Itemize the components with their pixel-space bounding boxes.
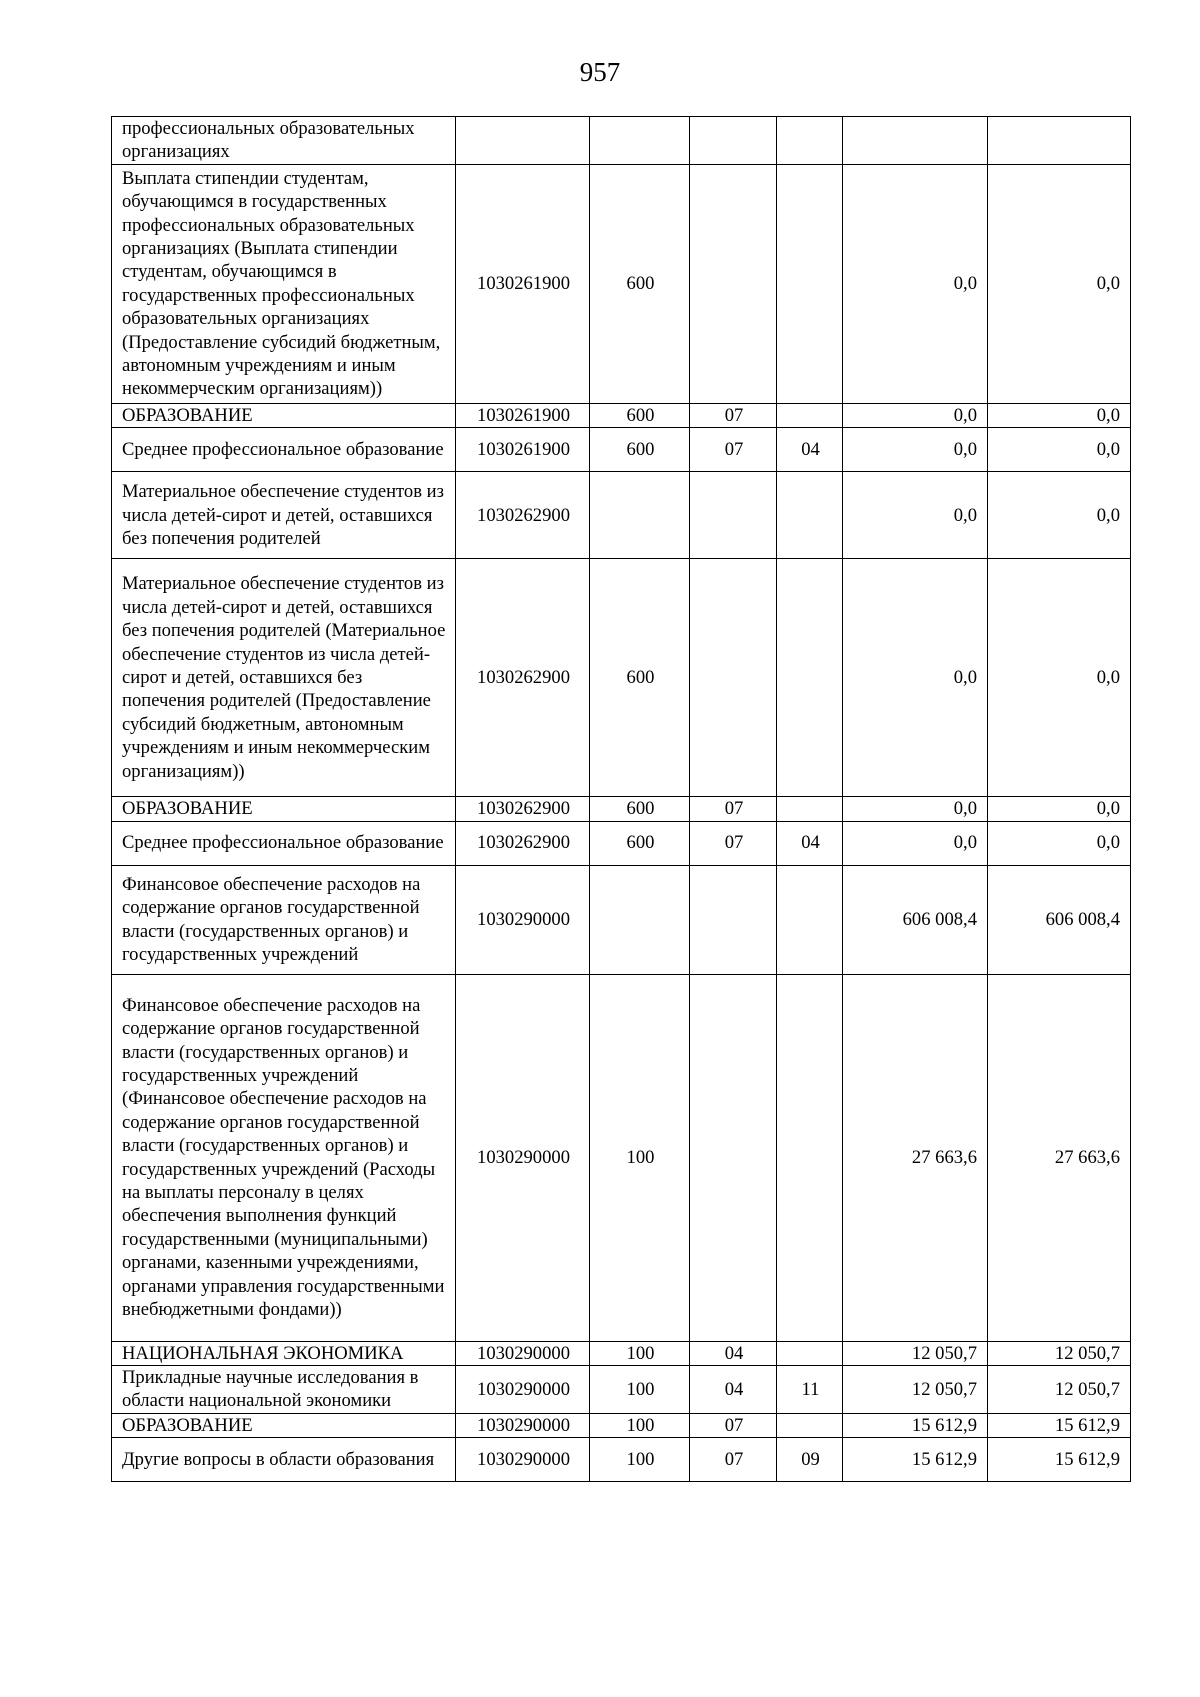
cell-amount-2: 0,0 bbox=[988, 403, 1131, 427]
cell-name: Материальное обеспечение студентов из числа детей-сирот и детей, оставшихся без попечения родителей (Материальное обеспечение студентов из числа детей-сирот и детей, оставшихся без попечения родителей (Предоставление субсидий бюджетным, автономным учреждениям и иным некоммерческим организациям)) bbox=[112, 559, 456, 797]
cell-name: Среднее профессиональное образование bbox=[112, 821, 456, 865]
cell-section bbox=[690, 117, 777, 165]
cell-expense-type: 100 bbox=[590, 1438, 690, 1482]
cell-amount-2 bbox=[988, 117, 1131, 165]
cell-target-code: 1030290000 bbox=[456, 1413, 590, 1437]
table-row bbox=[112, 403, 1131, 427]
cell-amount-2: 27 663,6 bbox=[988, 974, 1131, 1341]
cell-amount-2: 0,0 bbox=[988, 797, 1131, 821]
cell-subsection bbox=[777, 117, 843, 165]
cell-expense-type bbox=[590, 865, 690, 974]
cell-expense-type: 600 bbox=[590, 403, 690, 427]
cell-amount-2: 15 612,9 bbox=[988, 1413, 1131, 1437]
cell-subsection bbox=[777, 403, 843, 427]
cell-amount-1: 15 612,9 bbox=[843, 1413, 988, 1437]
table-row bbox=[112, 974, 1131, 1341]
cell-expense-type: 600 bbox=[590, 559, 690, 797]
table-row bbox=[112, 797, 1131, 821]
cell-expense-type: 100 bbox=[590, 1413, 690, 1437]
cell-amount-1: 0,0 bbox=[843, 428, 988, 472]
cell-subsection bbox=[777, 865, 843, 974]
cell-name: Материальное обеспечение студентов из числа детей-сирот и детей, оставшихся без попечения родителей bbox=[112, 472, 456, 559]
cell-amount-1: 0,0 bbox=[843, 559, 988, 797]
cell-section: 07 bbox=[690, 821, 777, 865]
cell-subsection: 09 bbox=[777, 1438, 843, 1482]
table-row bbox=[112, 472, 1131, 559]
cell-section bbox=[690, 472, 777, 559]
table-row bbox=[112, 1413, 1131, 1437]
cell-target-code: 1030290000 bbox=[456, 1438, 590, 1482]
cell-subsection: 11 bbox=[777, 1366, 843, 1414]
cell-target-code: 1030262900 bbox=[456, 559, 590, 797]
cell-amount-1: 12 050,7 bbox=[843, 1366, 988, 1414]
cell-section: 07 bbox=[690, 403, 777, 427]
cell-amount-1: 27 663,6 bbox=[843, 974, 988, 1341]
cell-name: НАЦИОНАЛЬНАЯ ЭКОНОМИКА bbox=[112, 1341, 456, 1365]
cell-amount-2: 12 050,7 bbox=[988, 1366, 1131, 1414]
table-row bbox=[112, 865, 1131, 974]
cell-amount-1 bbox=[843, 117, 988, 165]
cell-amount-1: 0,0 bbox=[843, 472, 988, 559]
cell-subsection: 04 bbox=[777, 821, 843, 865]
cell-expense-type: 100 bbox=[590, 974, 690, 1341]
cell-name: ОБРАЗОВАНИЕ bbox=[112, 797, 456, 821]
table-row bbox=[112, 559, 1131, 797]
cell-expense-type: 600 bbox=[590, 821, 690, 865]
cell-expense-type: 600 bbox=[590, 164, 690, 403]
cell-expense-type: 100 bbox=[590, 1341, 690, 1365]
cell-target-code bbox=[456, 117, 590, 165]
cell-name: Финансовое обеспечение расходов на содержание органов государственной власти (государственных органов) и государственных учреждений (Финансовое обеспечение расходов на содержание органов государственной власти (государственных органов) и государственных учреждений (Расходы на выплаты персоналу в целях обеспечения выполнения функций государственными (муниципальными) органами, казенными учреждениями, органами управления государственными внебюджетными фондами)) bbox=[112, 974, 456, 1341]
cell-target-code: 1030261900 bbox=[456, 403, 590, 427]
cell-name: Другие вопросы в области образования bbox=[112, 1438, 456, 1482]
table-row bbox=[112, 164, 1131, 403]
cell-target-code: 1030290000 bbox=[456, 1341, 590, 1365]
cell-amount-2: 0,0 bbox=[988, 472, 1131, 559]
page-number: 957 bbox=[579, 57, 621, 87]
cell-target-code: 1030290000 bbox=[456, 865, 590, 974]
cell-amount-2: 0,0 bbox=[988, 164, 1131, 403]
cell-expense-type: 100 bbox=[590, 1366, 690, 1414]
cell-amount-1: 0,0 bbox=[843, 797, 988, 821]
cell-subsection bbox=[777, 164, 843, 403]
cell-name: ОБРАЗОВАНИЕ bbox=[112, 403, 456, 427]
cell-amount-2: 606 008,4 bbox=[988, 865, 1131, 974]
cell-target-code: 1030262900 bbox=[456, 797, 590, 821]
cell-amount-1: 15 612,9 bbox=[843, 1438, 988, 1482]
table-row bbox=[112, 428, 1131, 472]
table-row bbox=[112, 117, 1131, 165]
cell-subsection bbox=[777, 472, 843, 559]
table-row bbox=[112, 1438, 1131, 1482]
cell-target-code: 1030262900 bbox=[456, 472, 590, 559]
cell-amount-2: 12 050,7 bbox=[988, 1341, 1131, 1365]
table-row bbox=[112, 1341, 1131, 1365]
cell-expense-type bbox=[590, 117, 690, 165]
cell-target-code: 1030290000 bbox=[456, 1366, 590, 1414]
cell-subsection bbox=[777, 974, 843, 1341]
cell-amount-1: 0,0 bbox=[843, 164, 988, 403]
cell-subsection: 04 bbox=[777, 428, 843, 472]
cell-amount-2: 15 612,9 bbox=[988, 1438, 1131, 1482]
cell-section bbox=[690, 559, 777, 797]
cell-expense-type: 600 bbox=[590, 797, 690, 821]
cell-name: ОБРАЗОВАНИЕ bbox=[112, 1413, 456, 1437]
cell-section: 04 bbox=[690, 1366, 777, 1414]
cell-subsection bbox=[777, 1413, 843, 1437]
cell-section bbox=[690, 974, 777, 1341]
budget-table bbox=[111, 116, 1131, 1482]
cell-section: 07 bbox=[690, 428, 777, 472]
cell-name: Выплата стипендии студентам, обучающимся в государственных профессиональных образовательных организациях (Выплата стипендии студентам, обучающимся в государственных профессиональных образовательных организациях (Предоставление субсидий бюджетным, автономным учреждениям и иным некоммерческим организациям)) bbox=[112, 164, 456, 403]
cell-name: Среднее профессиональное образование bbox=[112, 428, 456, 472]
cell-expense-type: 600 bbox=[590, 428, 690, 472]
cell-amount-2: 0,0 bbox=[988, 821, 1131, 865]
cell-target-code: 1030290000 bbox=[456, 974, 590, 1341]
cell-section: 07 bbox=[690, 1438, 777, 1482]
cell-amount-1: 0,0 bbox=[843, 821, 988, 865]
cell-section bbox=[690, 865, 777, 974]
cell-amount-1: 12 050,7 bbox=[843, 1341, 988, 1365]
cell-amount-1: 0,0 bbox=[843, 403, 988, 427]
table-row bbox=[112, 821, 1131, 865]
cell-subsection bbox=[777, 797, 843, 821]
cell-subsection bbox=[777, 1341, 843, 1365]
cell-target-code: 1030261900 bbox=[456, 428, 590, 472]
cell-name: Прикладные научные исследования в области национальной экономики bbox=[112, 1366, 456, 1414]
cell-amount-2: 0,0 bbox=[988, 428, 1131, 472]
cell-section bbox=[690, 164, 777, 403]
budget-table-body bbox=[112, 117, 1131, 1482]
cell-name: Финансовое обеспечение расходов на содержание органов государственной власти (государственных органов) и государственных учреждений bbox=[112, 865, 456, 974]
table-row bbox=[112, 1366, 1131, 1414]
cell-section: 07 bbox=[690, 1413, 777, 1437]
cell-amount-1: 606 008,4 bbox=[843, 865, 988, 974]
cell-section: 07 bbox=[690, 797, 777, 821]
cell-target-code: 1030261900 bbox=[456, 164, 590, 403]
cell-target-code: 1030262900 bbox=[456, 821, 590, 865]
cell-amount-2: 0,0 bbox=[988, 559, 1131, 797]
cell-subsection bbox=[777, 559, 843, 797]
cell-expense-type bbox=[590, 472, 690, 559]
cell-name: профессиональных образовательных организациях bbox=[112, 117, 456, 165]
cell-section: 04 bbox=[690, 1341, 777, 1365]
